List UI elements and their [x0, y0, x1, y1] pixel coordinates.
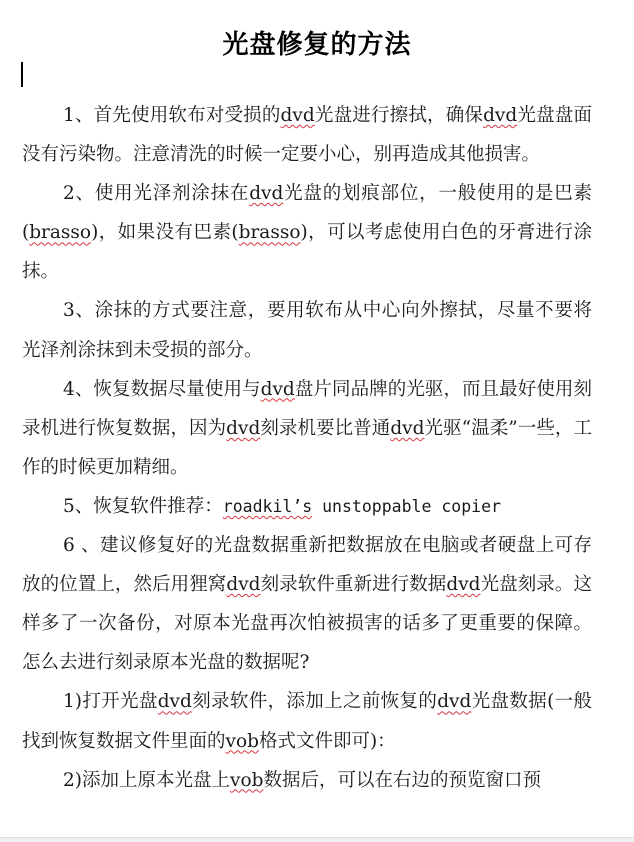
paragraph-p5	[22, 487, 592, 526]
spellcheck-flagged-word[interactable]: vob	[230, 769, 264, 791]
paragraph-text: 光驱“温柔”一些，工作的时候更加精细。	[22, 417, 592, 478]
paragraph-text: 光盘的划痕部位，一般使用的是巴素(	[22, 183, 592, 244]
spellcheck-flagged-word[interactable]: brasso	[29, 222, 92, 244]
paragraph-text: 格式文件即可)：	[258, 730, 396, 752]
document-title: 光盘修复的方法	[222, 30, 412, 60]
paragraph-text: 3、涂抹的方式要注意，要用软布从中心向外擦拭，尽量不要将光泽剂涂抹到未受损的部分。	[22, 300, 592, 361]
spellcheck-flagged-word[interactable]: dvd	[446, 574, 481, 596]
spellcheck-flagged-word[interactable]: dvd	[280, 105, 315, 126]
spellcheck-flagged-word[interactable]: dvd	[226, 574, 261, 596]
document-body[interactable]	[22, 96, 592, 800]
spellcheck-flagged-word[interactable]: dvd	[260, 378, 295, 400]
paragraph-text: 5、恢复软件推荐：	[63, 495, 223, 517]
spellcheck-flagged-word[interactable]: dvd	[226, 417, 261, 439]
page-bottom-edge	[0, 837, 634, 842]
paragraph-text: 1、首先使用软布对受损的	[63, 105, 281, 126]
spellcheck-flagged-word[interactable]: dvd	[390, 417, 425, 439]
paragraph-text: 光盘数据(一般找到恢复数据文件里面的	[22, 691, 592, 752]
paragraph-text: 数据后，可以在右边的预览窗口预	[263, 769, 541, 791]
paragraph-p1	[22, 96, 592, 174]
spellcheck-flagged-word[interactable]: dvd	[437, 691, 472, 713]
paragraph-text: )，可以考虑使用白色的牙膏进行涂抹。	[22, 222, 592, 283]
paragraph-text: )，如果没有巴素(	[91, 222, 239, 244]
paragraph-p7	[22, 682, 592, 760]
paragraph-text: 4、恢复数据尽量使用与	[63, 378, 261, 400]
paragraph-text: 2、使用光泽剂涂抹在	[63, 183, 250, 205]
paragraph-text: 2)添加上原本光盘上	[63, 769, 230, 791]
paragraph-text: 1)打开光盘	[63, 691, 158, 713]
paragraph-p2	[22, 174, 592, 291]
paragraph-text: 光盘刻录。这样多了一次备份，对原本光盘再次怕被损害的话多了更重要的保障。怎么去进行刻录原本光盘的数据呢?	[22, 574, 592, 674]
spellcheck-flagged-word[interactable]: brasso	[238, 222, 301, 244]
paragraph-text: 光盘盘面没有污染物。注意清洗的时候一定要小心，别再造成其他损害。	[22, 105, 592, 166]
paragraph-p4	[22, 370, 592, 487]
spellcheck-flagged-word[interactable]: dvd	[249, 183, 284, 205]
paragraph-text: 6 、建议修复好的光盘数据重新把数据放在电脑或者硬盘上可存放的位置上，然后用狸窝	[22, 535, 592, 596]
spellcheck-flagged-word[interactable]: roadkil’s	[222, 496, 313, 516]
paragraph-text: 刻录软件，添加上之前恢复的	[191, 691, 438, 713]
spellcheck-flagged-word[interactable]: dvd	[483, 105, 518, 126]
text-cursor	[21, 62, 23, 87]
spellcheck-flagged-word[interactable]: vob	[225, 730, 259, 752]
paragraph-text: unstoppable copier	[312, 496, 501, 516]
paragraph-p3	[22, 291, 592, 369]
paragraph-text: 刻录机要比普通	[260, 417, 391, 439]
paragraph-p8	[22, 761, 592, 800]
paragraph-text: 刻录软件重新进行数据	[260, 574, 447, 596]
paragraph-text: 盘片同品牌的光驱，而且最好使用刻录机进行恢复数据，因为	[22, 378, 592, 439]
spellcheck-flagged-word[interactable]: dvd	[157, 691, 192, 713]
paragraph-p6	[22, 526, 592, 682]
paragraph-text: 光盘进行擦拭，确保	[314, 105, 484, 126]
